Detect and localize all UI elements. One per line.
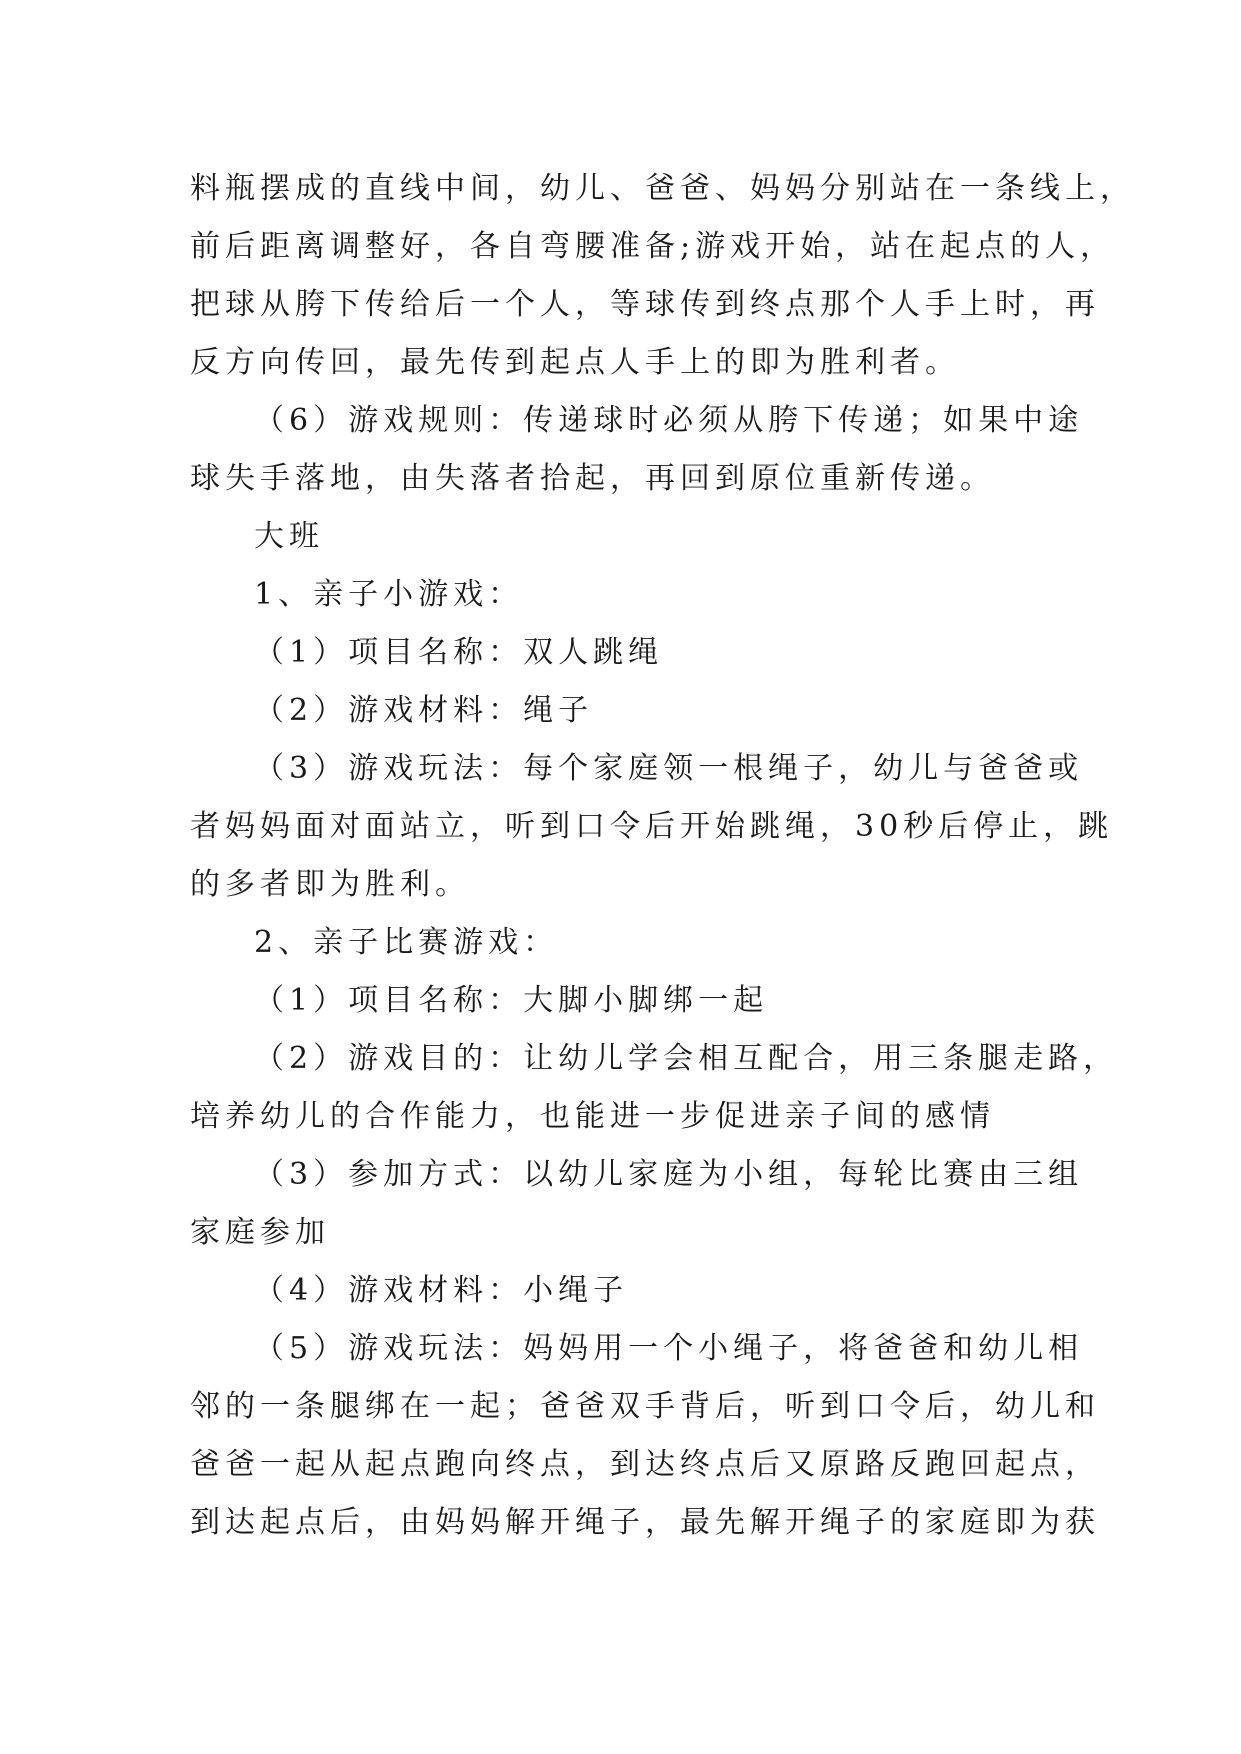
document-body	[190, 160, 1135, 1552]
text-line: 者妈妈面对面站立，听到口令后开始跳绳，30秒后停止，跳	[190, 809, 1114, 844]
text-line: （1）项目名称：大脚小脚绑一起	[254, 983, 769, 1018]
text-line: 球失手落地，由失落者拾起，再回到原位重新传递。	[190, 461, 995, 496]
text-line: 到达起点后，由妈妈解开绳子，最先解开绳子的家庭即为获	[190, 1505, 1100, 1540]
text-line: （1）项目名称：双人跳绳	[254, 635, 664, 670]
text-line: 爸爸一起从起点跑向终点，到达终点后又原路反跑回起点，	[190, 1447, 1100, 1482]
text-line: （2）游戏目的：让幼儿学会相互配合，用三条腿走路，	[254, 1041, 1119, 1076]
text-line: 培养幼儿的合作能力，也能进一步促进亲子间的感情	[190, 1099, 995, 1134]
text-line: 把球从胯下传给后一个人，等球传到终点那个人手上时，再	[190, 287, 1100, 322]
text-line: （6）游戏规则：传递球时必须从胯下传递；如果中途	[254, 403, 1084, 438]
text-line: （3）参加方式：以幼儿家庭为小组，每轮比赛由三组	[254, 1157, 1084, 1192]
text-line: 料瓶摆成的直线中间，幼儿、爸爸、妈妈分别站在一条线上，	[190, 171, 1135, 206]
text-line: 前后距离调整好，各自弯腰准备;游戏开始，站在起点的人，	[190, 229, 1116, 264]
text-line: （3）游戏玩法：每个家庭领一根绳子，幼儿与爸爸或	[254, 751, 1084, 786]
text-line: （4）游戏材料：小绳子	[254, 1273, 629, 1308]
text-line: （2）游戏材料：绳子	[254, 693, 594, 728]
text-line: 反方向传回，最先传到起点人手上的即为胜利者。	[190, 345, 960, 380]
text-line: 邻的一条腿绑在一起；爸爸双手背后，听到口令后，幼儿和	[190, 1389, 1100, 1424]
section-heading: 大班	[254, 519, 324, 554]
subsection-heading: 1、亲子小游戏：	[254, 577, 524, 612]
text-line: 的多者即为胜利。	[190, 867, 470, 902]
subsection-heading: 2、亲子比赛游戏：	[254, 925, 559, 960]
text-line: 家庭参加	[190, 1215, 330, 1250]
text-line: （5）游戏玩法：妈妈用一个小绳子，将爸爸和幼儿相	[254, 1331, 1084, 1366]
